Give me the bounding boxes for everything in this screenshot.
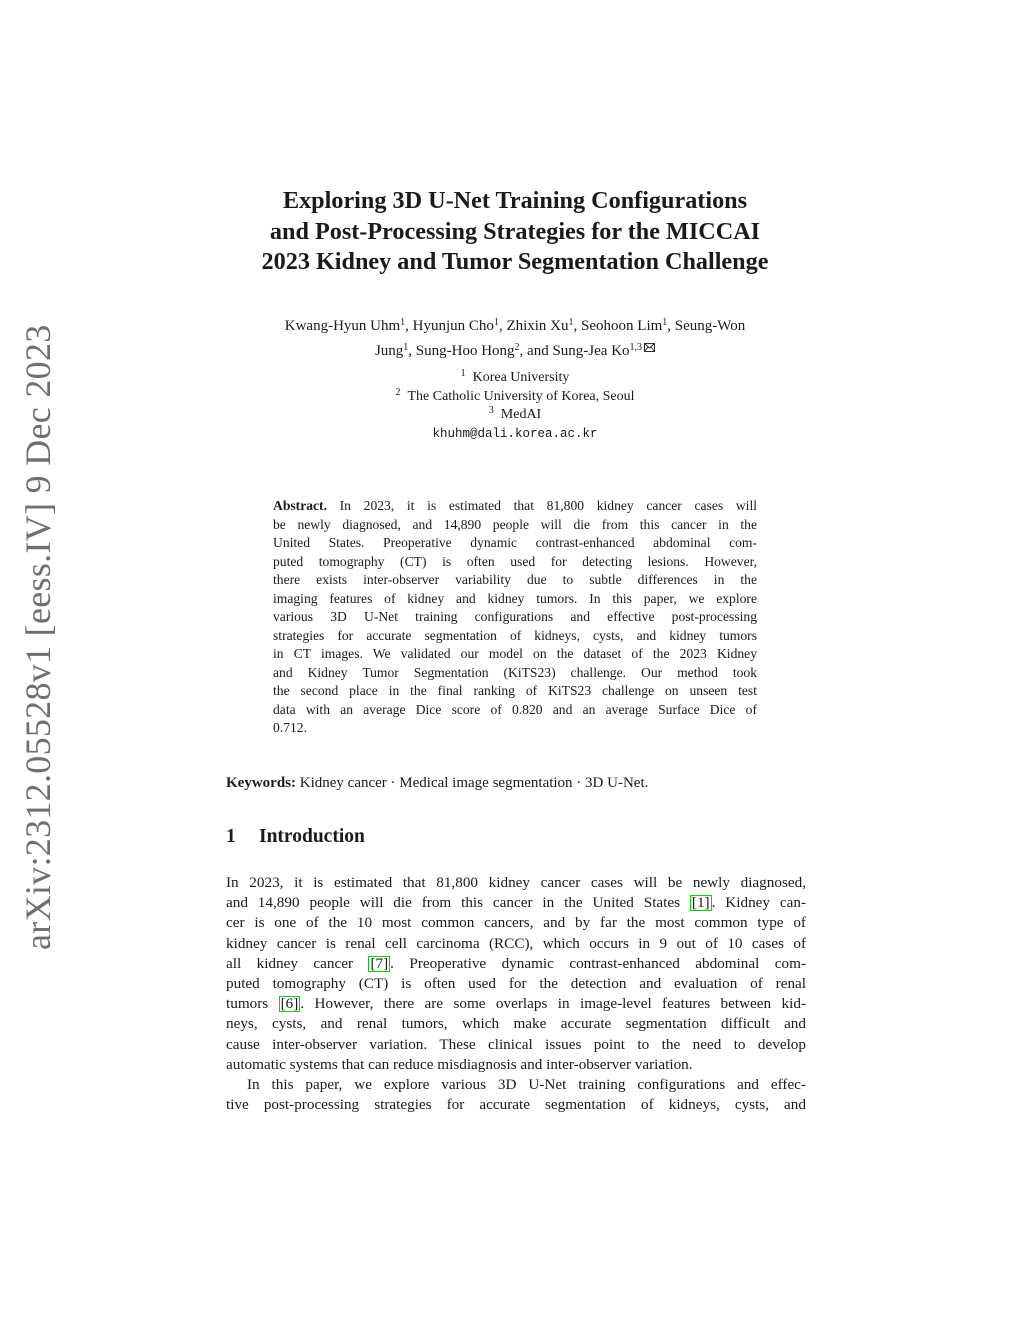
body-text-segment: and 14,890 people will die from this cancer in the United States (226, 894, 690, 912)
abstract-text: In 2023, it is estimated that 81,800 kidney cancer cases will (326, 498, 757, 513)
author-affiliation-sup: 1,3 (629, 342, 643, 353)
body-text-segment: tumors (226, 995, 279, 1013)
author-separator: , (667, 318, 675, 334)
section-number: 1 (226, 826, 236, 847)
author-name: Kwang-Hyun Uhm (284, 318, 401, 334)
body-line: automatic systems that can reduce misdiagnosis and inter-observer variation. (226, 1055, 693, 1073)
abstract-line: 0.712. (273, 720, 307, 735)
author-name: Seohoon Lim (581, 318, 663, 334)
author-affiliation-sup: 1 (400, 317, 406, 328)
author-name: Jung (374, 343, 404, 359)
body-line: In this paper, we explore various 3D U-Net training configurations and effec- (247, 1076, 806, 1094)
author-line-1 (200, 315, 830, 337)
affiliation-item (300, 369, 730, 388)
citation-link[interactable]: [6] (280, 995, 299, 1013)
author-separator: , (408, 343, 416, 359)
author-name: Hyunjun Cho (412, 318, 494, 334)
body-text-segment: all kidney cancer (226, 954, 369, 972)
section-title: Introduction (259, 826, 365, 847)
body-line: cer is one of the 10 most common cancers, and by far the most common type of (226, 914, 806, 932)
abstract-line: strategies for accurate segmentation of kidneys, cysts, and kidney tumors (273, 627, 757, 643)
author-affiliation-sup: 1 (493, 317, 499, 328)
author-separator: , and (519, 343, 553, 359)
body-line: In 2023, it is estimated that 81,800 kidney cancer cases will be newly diagnosed, (226, 874, 806, 891)
body-text-segment: . Preoperative dynamic contrast-enhanced abdominal com- (390, 954, 806, 972)
affiliation-name: The Catholic University of Korea, Seoul (407, 388, 635, 404)
affiliation-item (300, 406, 730, 425)
affiliation-item (300, 388, 730, 407)
affiliation-sup: 1 (460, 368, 466, 379)
citation-link[interactable]: [7] (370, 954, 389, 972)
body-text-segment: . Kidney can- (711, 894, 807, 912)
author-name: Sung-Hoo Hong (415, 343, 515, 359)
contact-email: khuhm@dali.korea.ac.kr (432, 426, 598, 441)
affiliation-sup: 3 (488, 405, 494, 417)
author-separator: , (498, 318, 507, 334)
abstract-line (273, 497, 757, 516)
author-affiliation-sup: 1 (662, 317, 668, 328)
keywords-label: Keywords: (226, 775, 296, 791)
abstract-line: the second place in the final ranking of KiTS23 challenge on unseen test (273, 683, 757, 698)
author-affiliation-sup: 2 (514, 342, 520, 353)
abstract-line: United States. Preoperative dynamic contrast-enhanced abdominal com- (273, 535, 757, 550)
arxiv-id-text: arXiv:2312.05528v1 [eess.IV] 9 Dec 2023 (18, 324, 58, 950)
body-line (226, 893, 806, 913)
author-affiliation-sup: 1 (568, 317, 574, 328)
keywords-text: Kidney cancer · Medical image segmentation · 3D U-Net. (296, 775, 649, 791)
affiliation-name: MedAI (500, 407, 542, 423)
body-line (226, 994, 806, 1014)
abstract-line: data with an average Dice score of 0.820 and an average Surface Dice of (273, 701, 757, 717)
affiliation-list (300, 369, 730, 443)
author-line-2 (200, 337, 830, 362)
abstract-line: in CT images. We validated our model on the dataset of the 2023 Kidney (273, 646, 757, 661)
abstract-line: various 3D U-Net training configurations and effective post-processing (273, 609, 757, 624)
abstract-line: be newly diagnosed, and 14,890 people will die from this cancer in the (273, 516, 757, 532)
title-line: 2023 Kidney and Tumor Segmentation Challenge (261, 248, 769, 275)
body-line: cause inter-observer variation. These clinical issues point to the need to develop (226, 1035, 806, 1053)
author-separator: , (573, 318, 582, 334)
body-line: puted tomography (CT) is often used for the detection and evaluation of renal (226, 975, 806, 993)
abstract-line: and Kidney Tumor Segmentation (KiTS23) challenge. Our method took (273, 664, 757, 680)
affiliation-sup: 2 (395, 386, 401, 398)
affiliation-name: Korea University (472, 370, 570, 385)
abstract (273, 497, 757, 738)
author-name: Sung-Jea Ko (552, 343, 630, 359)
section-heading (226, 826, 365, 848)
keywords (226, 773, 648, 793)
author-name: Zhixin Xu (506, 318, 569, 334)
title-line: and Post-Processing Strategies for the MICCAI (269, 217, 761, 245)
introduction-body (226, 873, 806, 1115)
author-separator: , (405, 318, 413, 334)
body-line: kidney cancer is renal cell carcinoma (RCC), which occurs in 9 out of 10 cases of (226, 934, 806, 952)
author-name: Seung-Won (674, 318, 746, 334)
title-line: Exploring 3D U-Net Training Configurations (282, 187, 748, 214)
abstract-line: puted tomography (CT) is often used for detecting lesions. However, (273, 553, 757, 569)
body-line: neys, cysts, and renal tumors, which make accurate segmentation difficult and (226, 1015, 806, 1033)
paper-title (190, 186, 840, 278)
author-affiliation-sup: 1 (403, 342, 409, 353)
citation-link[interactable]: [1] (691, 894, 710, 912)
abstract-label: Abstract. (273, 498, 327, 513)
body-line: tive post-processing strategies for accurate segmentation of kidneys, cysts, and (226, 1096, 806, 1114)
abstract-line: there exists inter-observer variability due to subtle differences in the (273, 572, 757, 587)
body-line (226, 954, 806, 974)
envelope-icon (644, 337, 655, 359)
arxiv-identifier-stamp (17, 324, 75, 950)
body-text-segment: . However, there are some overlaps in image-level features between kid- (300, 995, 806, 1013)
abstract-line: imaging features of kidney and kidney tumors. In this paper, we explore (273, 590, 757, 606)
author-list (200, 315, 830, 362)
